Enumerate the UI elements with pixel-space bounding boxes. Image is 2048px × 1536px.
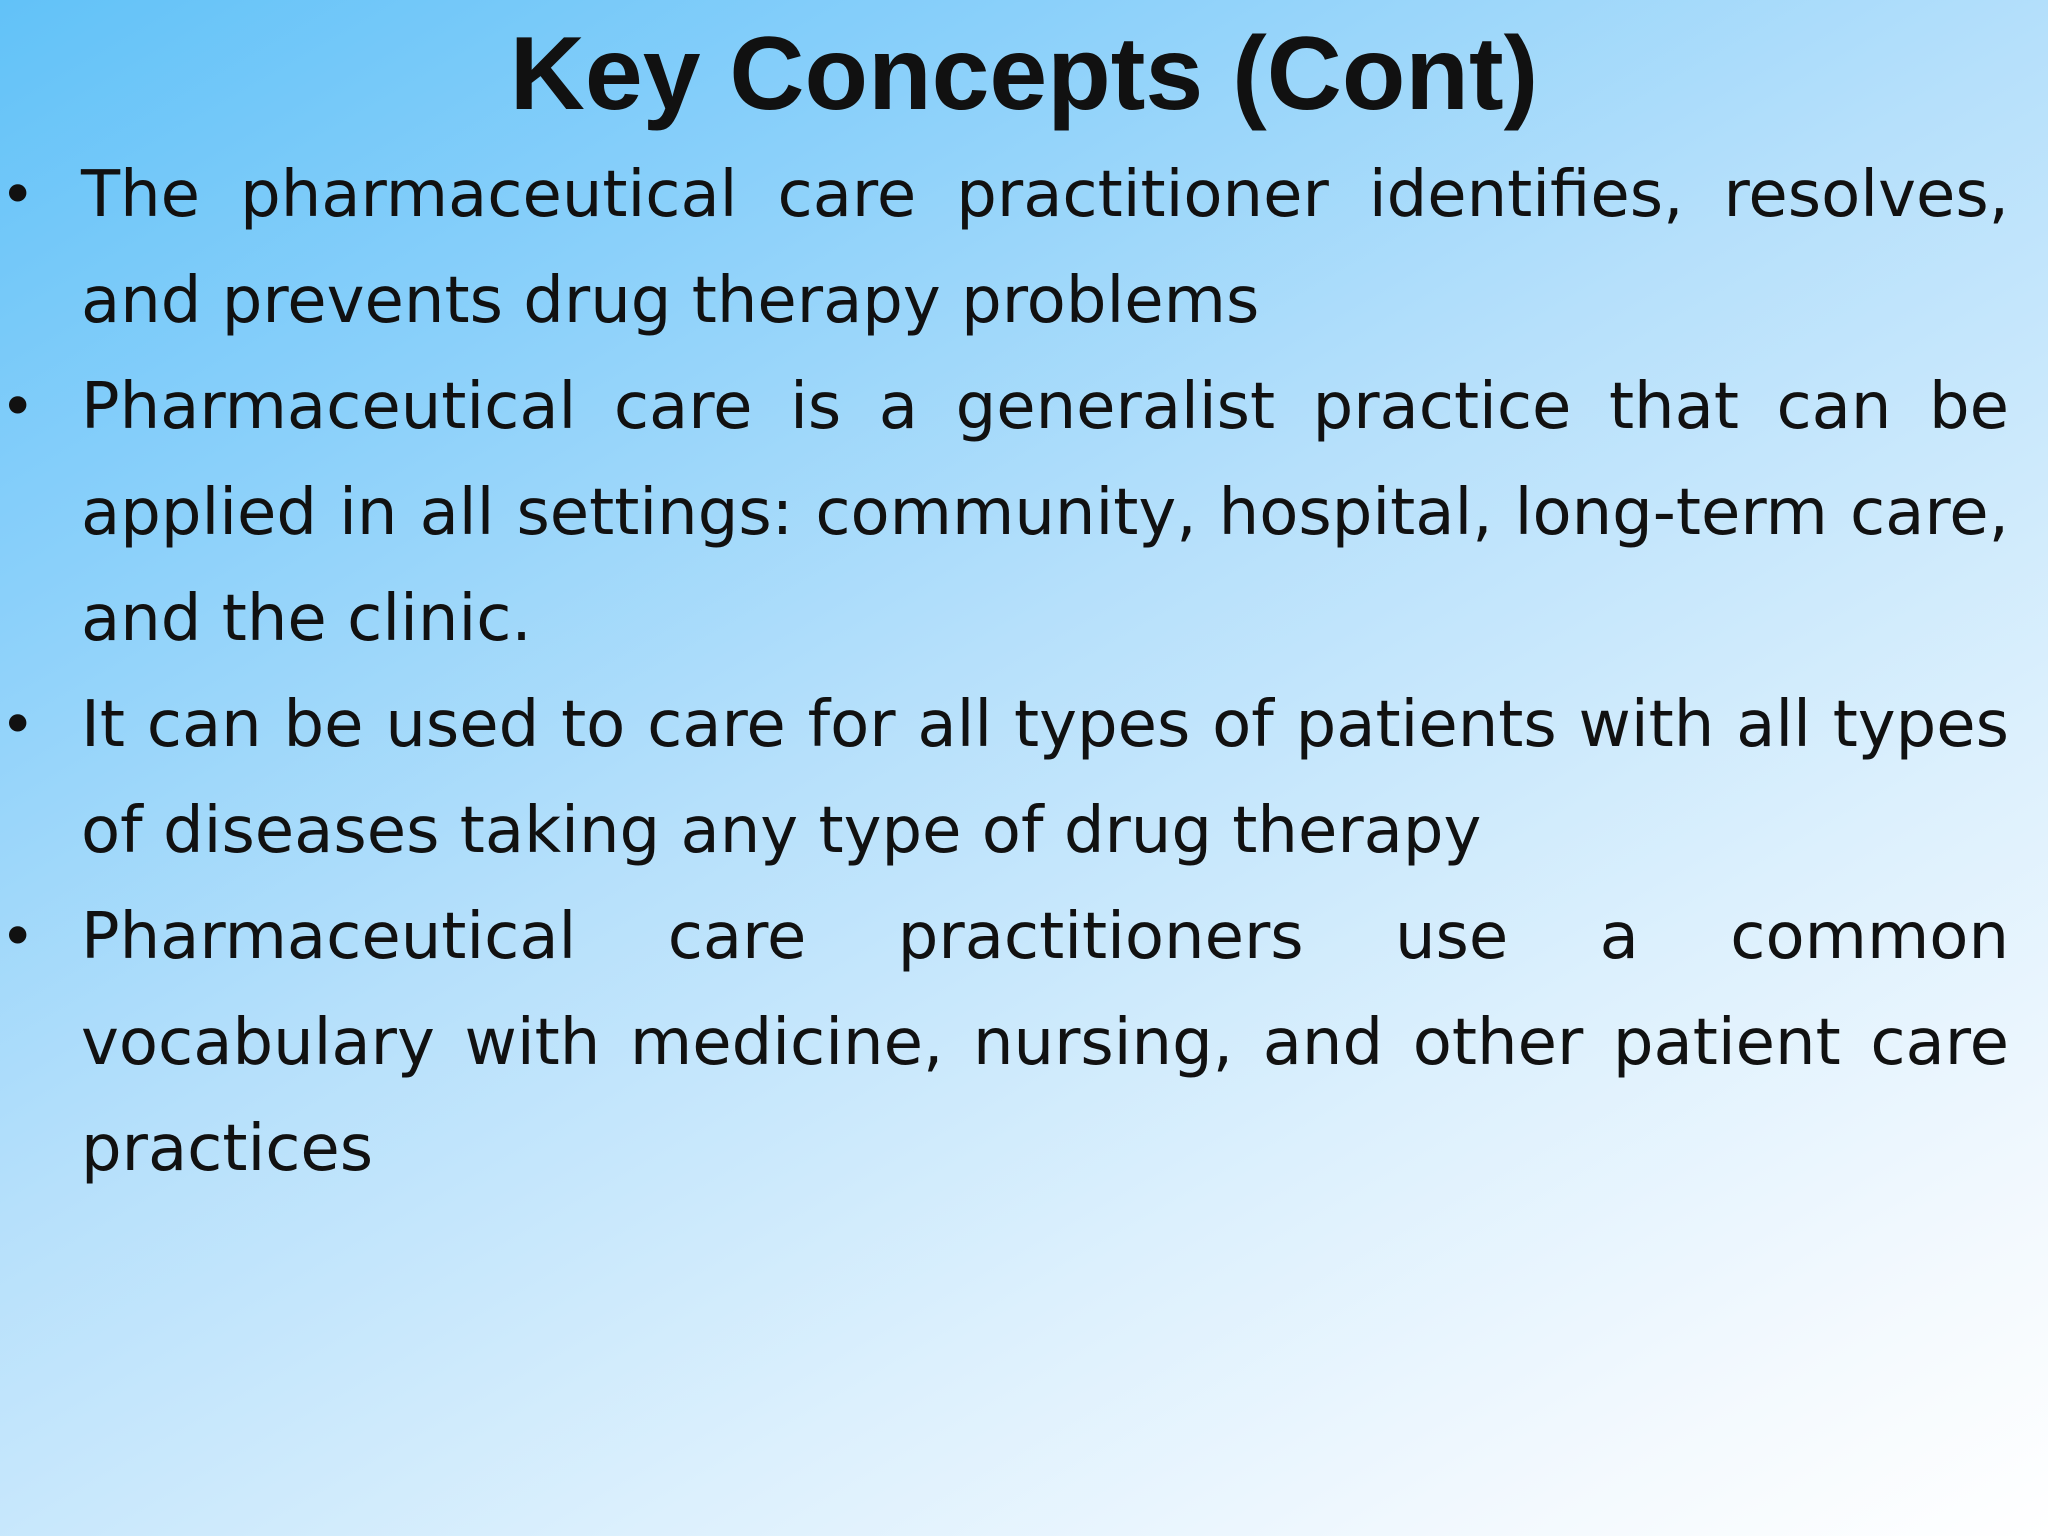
bullet-text: The pharmaceutical care practitioner identifies, resolves, and prevents drug therapy problems: [81, 158, 2009, 338]
bullet-text: It can be used to care for all types of patients with all types of diseases taking any type of drug therapy: [81, 688, 2009, 868]
bullet-list: [0, 142, 2048, 1202]
bullet-text: Pharmaceutical care is a generalist practice that can be applied in all settings: community, hospital, long-term care, and the clinic.: [81, 370, 2009, 656]
list-item: [0, 142, 2048, 354]
bullet-dot-icon: •: [0, 160, 36, 230]
list-item: [0, 884, 2048, 1202]
slide-title: Key Concepts (Cont): [509, 16, 1539, 132]
list-item: [0, 354, 2048, 672]
list-item: [0, 672, 2048, 884]
bullet-text: Pharmaceutical care practitioners use a common vocabulary with medicine, nursing, and other patient care practices: [81, 900, 2009, 1186]
bullet-dot-icon: •: [0, 372, 36, 442]
bullet-dot-icon: •: [0, 902, 36, 972]
bullet-dot-icon: •: [0, 690, 36, 760]
